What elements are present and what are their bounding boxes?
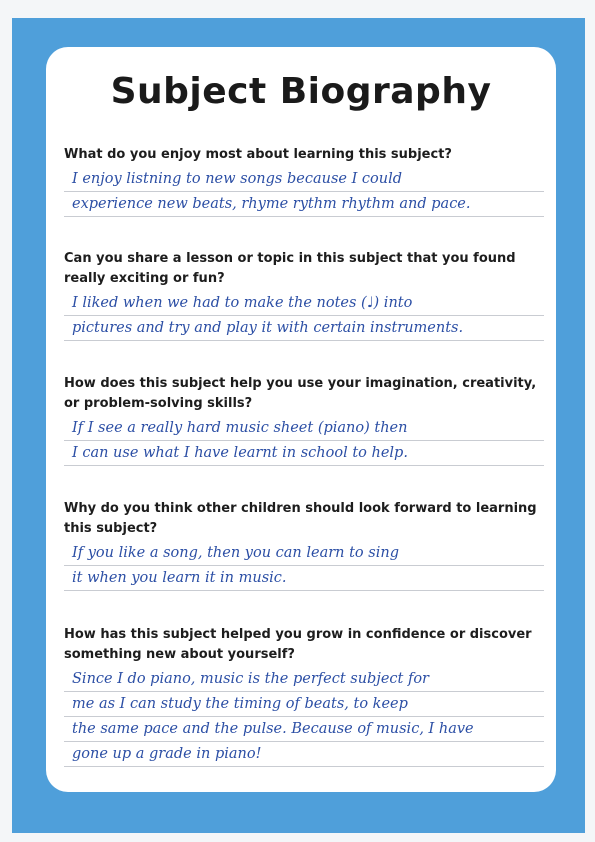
question-text: Why do you think other children should look forward to learning this subject? — [64, 501, 537, 536]
handwritten-answer: If you like a song, then you can learn to sing it when you learn it in music. — [72, 545, 399, 586]
question-section-3 — [64, 374, 544, 480]
question-section-1 — [64, 145, 544, 231]
question-text: How does this subject help you use your imagination, creativity, or problem-solving skills? — [64, 376, 537, 411]
question-text: How has this subject helped you grow in confidence or discover something new about yourself? — [64, 627, 532, 662]
page-title: Subject Biography — [110, 71, 492, 112]
handwritten-answer: Since I do piano, music is the perfect subject for me as I can study the timing of beats, to keep the same pace and the pulse. Because of music, I have gone up a grade in piano! — [72, 671, 474, 762]
answer-lines — [64, 416, 544, 480]
handwritten-answer: If I see a really hard music sheet (piano) then I can use what I have learnt in school to help. — [72, 420, 408, 461]
handwritten-answer: I liked when we had to make the notes (♩) into pictures and try and play it with certain instruments. — [72, 295, 464, 336]
question-section-5 — [64, 625, 544, 771]
question-text: What do you enjoy most about learning this subject? — [64, 147, 452, 162]
answer-lines — [64, 541, 544, 605]
answer-lines — [64, 291, 544, 355]
answer-lines — [64, 667, 544, 771]
question-text: Can you share a lesson or topic in this subject that you found really exciting or fun? — [64, 251, 516, 286]
question-section-4 — [64, 499, 544, 605]
answer-lines — [64, 167, 544, 231]
question-section-2 — [64, 249, 544, 355]
biography-card — [46, 47, 556, 792]
handwritten-answer: I enjoy listning to new songs because I could experience new beats, rhyme rythm rhythm and pace. — [72, 171, 471, 212]
